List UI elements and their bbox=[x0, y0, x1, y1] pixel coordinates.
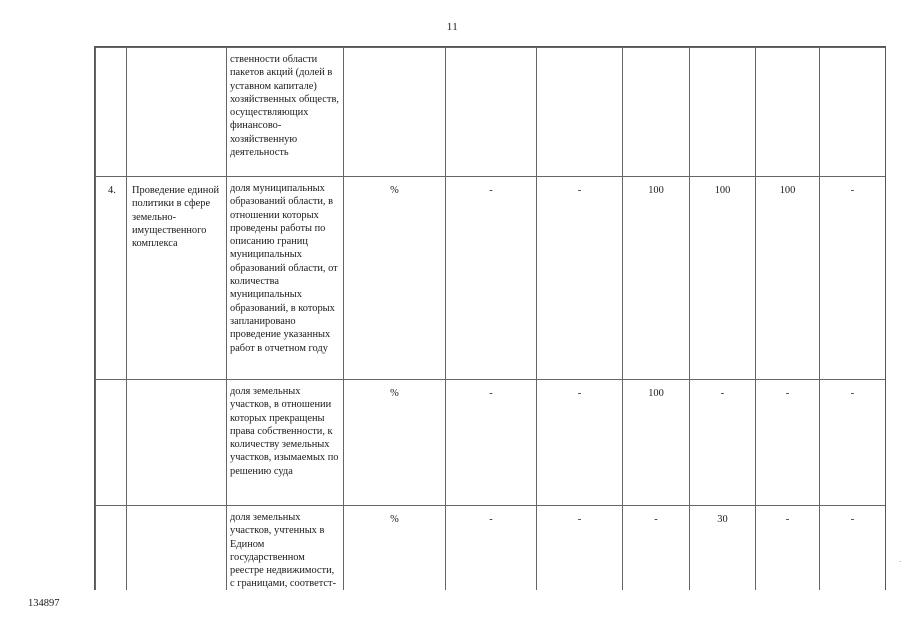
row-number bbox=[96, 380, 127, 506]
indicator-text: доля муниципальных образований области, в отношении которых проведены работы по описанию границ муниципальных образований области, от количества муниципальных образований, в которых запланировано проведение указанных работ в отчетном году bbox=[227, 177, 344, 380]
value-cell: 30 bbox=[690, 506, 756, 591]
value-cell: - bbox=[690, 380, 756, 506]
value-cell: - bbox=[446, 506, 537, 591]
unit-cell: % bbox=[344, 380, 446, 506]
unit-cell bbox=[344, 48, 446, 177]
measure-name bbox=[127, 380, 227, 506]
measure-name bbox=[127, 506, 227, 591]
value-cell: - bbox=[820, 177, 886, 380]
value-cell: 100 bbox=[623, 380, 690, 506]
value-cell bbox=[820, 48, 886, 177]
data-table bbox=[95, 47, 886, 590]
value-cell: - bbox=[820, 506, 886, 591]
value-cell: - bbox=[820, 380, 886, 506]
page-number: 11 bbox=[446, 21, 459, 33]
value-cell: - bbox=[537, 177, 623, 380]
row-number bbox=[96, 506, 127, 591]
document-code: 134897 bbox=[28, 598, 60, 609]
row-number: 4. bbox=[96, 177, 127, 380]
value-cell: 100 bbox=[756, 177, 820, 380]
value-cell bbox=[446, 48, 537, 177]
value-cell: - bbox=[756, 380, 820, 506]
indicator-text: доля земельных участков, учтенных в Едином государственном реестре недвижимости, с границами, соответст- bbox=[227, 506, 344, 591]
value-cell: - bbox=[446, 177, 537, 380]
unit-cell: % bbox=[344, 506, 446, 591]
value-cell bbox=[756, 48, 820, 177]
measure-name bbox=[127, 48, 227, 177]
value-cell bbox=[537, 48, 623, 177]
table-row bbox=[96, 506, 886, 591]
data-table-container bbox=[94, 46, 886, 590]
table-row bbox=[96, 177, 886, 380]
unit-cell: % bbox=[344, 177, 446, 380]
value-cell bbox=[623, 48, 690, 177]
value-cell: - bbox=[623, 506, 690, 591]
indicator-text: доля земельных участков, в отношении которых прекращены права собственности, к количеству земельных участков, изымаемых по решению суда bbox=[227, 380, 344, 506]
value-cell: 100 bbox=[690, 177, 756, 380]
indicator-text: ственности области пакетов акций (долей в уставном капитале) хозяйственных обществ, осуществляющих финансово-хозяйственную деятельность bbox=[227, 48, 344, 177]
row-number bbox=[96, 48, 127, 177]
value-cell: - bbox=[446, 380, 537, 506]
value-cell: - bbox=[537, 380, 623, 506]
value-cell: - bbox=[537, 506, 623, 591]
measure-name: Проведение единой политики в сфере земельно-имущественного комплекса bbox=[127, 177, 227, 380]
value-cell: - bbox=[756, 506, 820, 591]
margin-mark: · bbox=[899, 558, 902, 566]
table-row bbox=[96, 48, 886, 177]
value-cell: 100 bbox=[623, 177, 690, 380]
table-row bbox=[96, 380, 886, 506]
value-cell bbox=[690, 48, 756, 177]
